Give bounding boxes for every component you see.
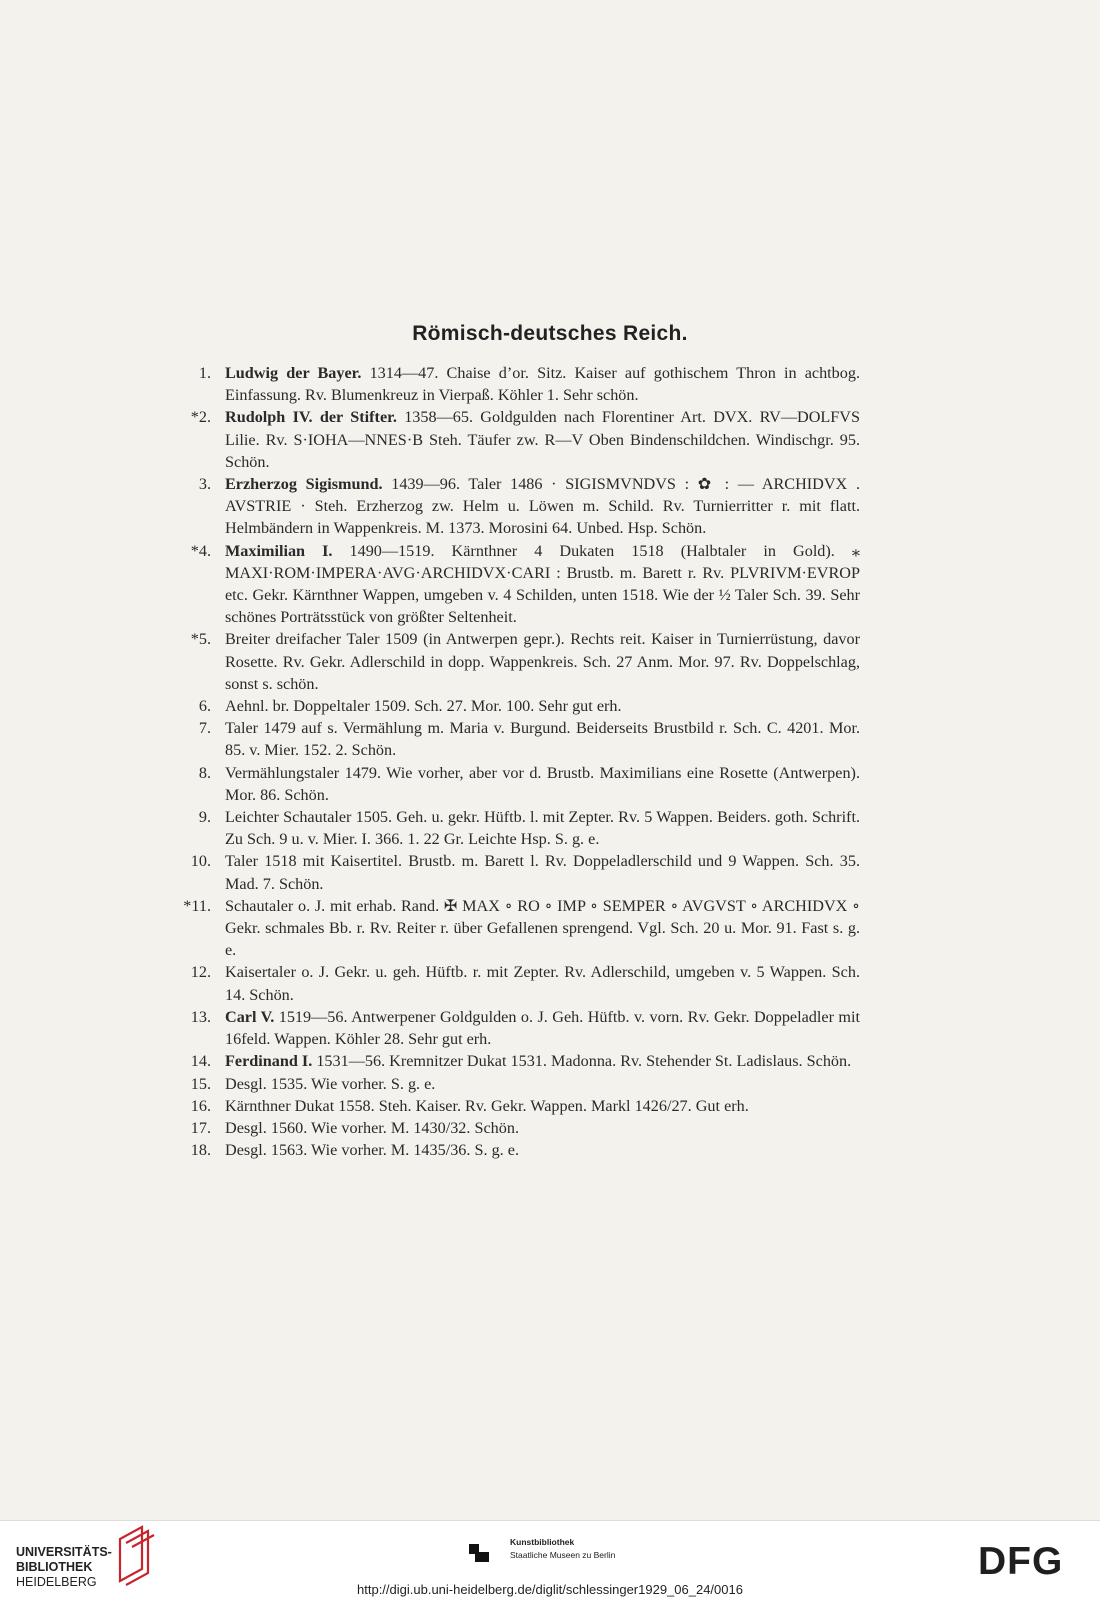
catalog-entry — [180, 850, 860, 894]
kunstbibliothek-logo-text — [510, 1536, 615, 1562]
entry-text: 1531—56. Kremnitzer Dukat 1531. Madonna. Rv. Stehender St. Ladislaus. Schön. — [312, 1052, 852, 1071]
entry-text: Taler 1479 auf s. Vermählung m. Maria v. Burgund. Beiderseits Brustbild r. Sch. C. 4201. Mor. 85. v. Mier. 152. 2. Schön. — [225, 719, 860, 760]
entry-number: 16. — [190, 1096, 211, 1115]
entry-number: 10. — [190, 852, 211, 871]
entry-ruler: Ferdinand I. — [225, 1052, 313, 1071]
entry-number: 6. — [198, 697, 211, 716]
catalog-entry — [180, 695, 860, 717]
museum-name: Staatliche Museen zu Berlin — [510, 1550, 616, 1560]
catalog-entry — [180, 1117, 860, 1139]
catalog-entry — [180, 540, 860, 629]
library-name-line3: HEIDELBERG — [16, 1575, 97, 1589]
university-library-logo-icon[interactable] — [112, 1525, 156, 1587]
dfg-logo[interactable]: DFG — [978, 1540, 1064, 1583]
catalog-entry — [180, 406, 860, 473]
catalog-entry — [180, 473, 860, 540]
catalog-entry — [180, 762, 860, 806]
catalog-entry — [180, 1073, 860, 1095]
entry-ruler: Rudolph IV. der Stifter. — [225, 408, 397, 427]
catalog-entry — [180, 362, 860, 406]
catalog-entry — [180, 1095, 860, 1117]
catalog-entry — [180, 1050, 860, 1072]
catalog-entry — [180, 961, 860, 1005]
entry-text: Desgl. 1535. Wie vorher. S. g. e. — [225, 1074, 436, 1093]
entry-text: Kaisertaler o. J. Gekr. u. geh. Hüftb. r. mit Zepter. Rv. Adlerschild, umgeben v. 5 Wappen. Sch. 14. Schön. — [225, 963, 860, 1004]
entry-ruler: Carl V. — [225, 1007, 275, 1026]
catalog-entry — [180, 806, 860, 850]
entry-number: 3. — [198, 475, 211, 494]
entry-number: *4. — [190, 541, 211, 560]
entry-text: 1439—96. Taler 1486 · SIGISMVNDVS : ✿ : — ARCHIDVX . AVSTRIE · Steh. Erzherzog zw. Helm u. Löwen m. Schild. Rv. Turnierritter r. mit flatt. Helmbändern in Wappenkreis. M. 1373. Morosini 64. Unbed. Hsp. Schön. — [225, 475, 860, 538]
entry-text: Schautaler o. J. mit erhab. Rand. ✠ MAX ∘ RO ∘ IMP ∘ SEMPER ∘ AVGVST ∘ ARCHIDVX ∘ Gekr. schmales Bb. r. Rv. Reiter r. über Gefallenen sprengend. Vgl. Sch. 20 u. Mor. 91. Fast s. g. e. — [225, 896, 860, 960]
entry-text: Desgl. 1563. Wie vorher. M. 1435/36. S. g. e. — [225, 1141, 519, 1160]
entry-number: *2. — [190, 408, 211, 427]
entry-text: 1358—65. Goldgulden nach Florentiner Art. DVX. RV—DOLFVS Lilie. Rv. S·IOHA—NNES·B Steh. Täufer zw. R—V Oben Bindenschildchen. Windischgr. 95. Schön. — [225, 408, 860, 471]
entry-number: 12. — [190, 963, 211, 982]
entry-text: Vermählungstaler 1479. Wie vorher, aber vor d. Brustb. Maximilians eine Rosette (Antwerpen). Mor. 86. Schön. — [225, 763, 860, 804]
entry-number: 18. — [190, 1141, 211, 1160]
entry-ruler: Maximilian I. — [225, 541, 333, 560]
catalog-entry — [180, 717, 860, 761]
catalog-entry — [180, 895, 860, 962]
entry-number: 8. — [198, 763, 211, 782]
library-name-line2: BIBLIOTHEK — [16, 1560, 93, 1574]
catalog-entries — [180, 362, 860, 1161]
entry-text: 1519—56. Antwerpener Goldgulden o. J. Geh. Hüftb. v. vorn. Rv. Gekr. Doppeladler mit 16feld. Wappen. Köhler 28. Sehr gut erh. — [225, 1007, 860, 1049]
catalog-entry — [180, 628, 860, 695]
entry-text: 1314—47. Chaise d’or. Sitz. Kaiser auf gothischem Thron in achtbog. Einfassung. Rv. Blumenkreuz in Vierpaß. Köhler 1. Sehr schön. — [225, 364, 860, 405]
kunstbibliothek-logo-icon[interactable] — [465, 1538, 493, 1566]
entry-ruler: Erzherzog Sigismund. — [225, 475, 383, 494]
entry-text: Kärnthner Dukat 1558. Steh. Kaiser. Rv. Gekr. Wappen. Markl 1426/27. Gut erh. — [225, 1096, 749, 1115]
entry-number: *11. — [183, 896, 211, 915]
entry-number: 13. — [190, 1007, 211, 1026]
entry-ruler: Ludwig der Bayer. — [225, 364, 362, 382]
entry-text: Breiter dreifacher Taler 1509 (in Antwerpen gepr.). Rechts reit. Kaiser in Turnierrüstung, davor Rosette. Rv. Gekr. Adlerschild in dopp. Wappenkreis. Sch. 27 Anm. Mor. 97. Rv. Doppelschlag, sonst s. schön. — [225, 630, 860, 693]
entry-text: Leichter Schautaler 1505. Geh. u. gekr. Hüftb. l. mit Zepter. Rv. 5 Wappen. Beiders. goth. Schrift. Zu Sch. 9 u. v. Mier. I. 366. 1. 22 Gr. Leichte Hsp. S. g. e. — [225, 808, 860, 849]
entry-number: 9. — [198, 808, 211, 827]
entry-number: 14. — [190, 1052, 211, 1071]
entry-text: Aehnl. br. Doppeltaler 1509. Sch. 27. Mor. 100. Sehr gut erh. — [225, 697, 622, 716]
page-url-link[interactable]: http://digi.ub.uni-heidelberg.de/diglit/schlessinger1929_06_24/0016 — [357, 1582, 743, 1597]
catalog-entry — [180, 1139, 860, 1161]
entry-text: 1490—1519. Kärnthner 4 Dukaten 1518 (Halbtaler in Gold). ⁎ MAXI·ROM·IMPERA·AVG·ARCHIDVX·CARI : Brustb. m. Barett r. Rv. PLVRIVM·EVROP etc. Gekr. Kärnthner Wappen, umgeben v. 4 Schilden, unten 1518. Wie der ½ Taler Sch. 39. Sehr schönes Porträtsstück von größter Seltenheit. — [225, 541, 860, 627]
kunstbibliothek-name: Kunstbibliothek — [510, 1537, 575, 1547]
entry-number: 15. — [190, 1074, 211, 1093]
page-title: Römisch-deutsches Reich. — [412, 322, 688, 345]
entry-number: 7. — [198, 719, 211, 738]
entry-text: Taler 1518 mit Kaisertitel. Brustb. m. Barett l. Rv. Doppeladlerschild und 9 Wappen. Sch. 35. Mad. 7. Schön. — [225, 852, 860, 893]
catalog-entry — [180, 1006, 860, 1050]
entry-text: Desgl. 1560. Wie vorher. M. 1430/32. Schön. — [225, 1118, 519, 1137]
library-name-line1: UNIVERSITÄTS- — [16, 1545, 112, 1559]
entry-number: 17. — [190, 1118, 211, 1137]
entry-number: 1. — [198, 364, 211, 382]
entry-number: *5. — [190, 630, 211, 649]
